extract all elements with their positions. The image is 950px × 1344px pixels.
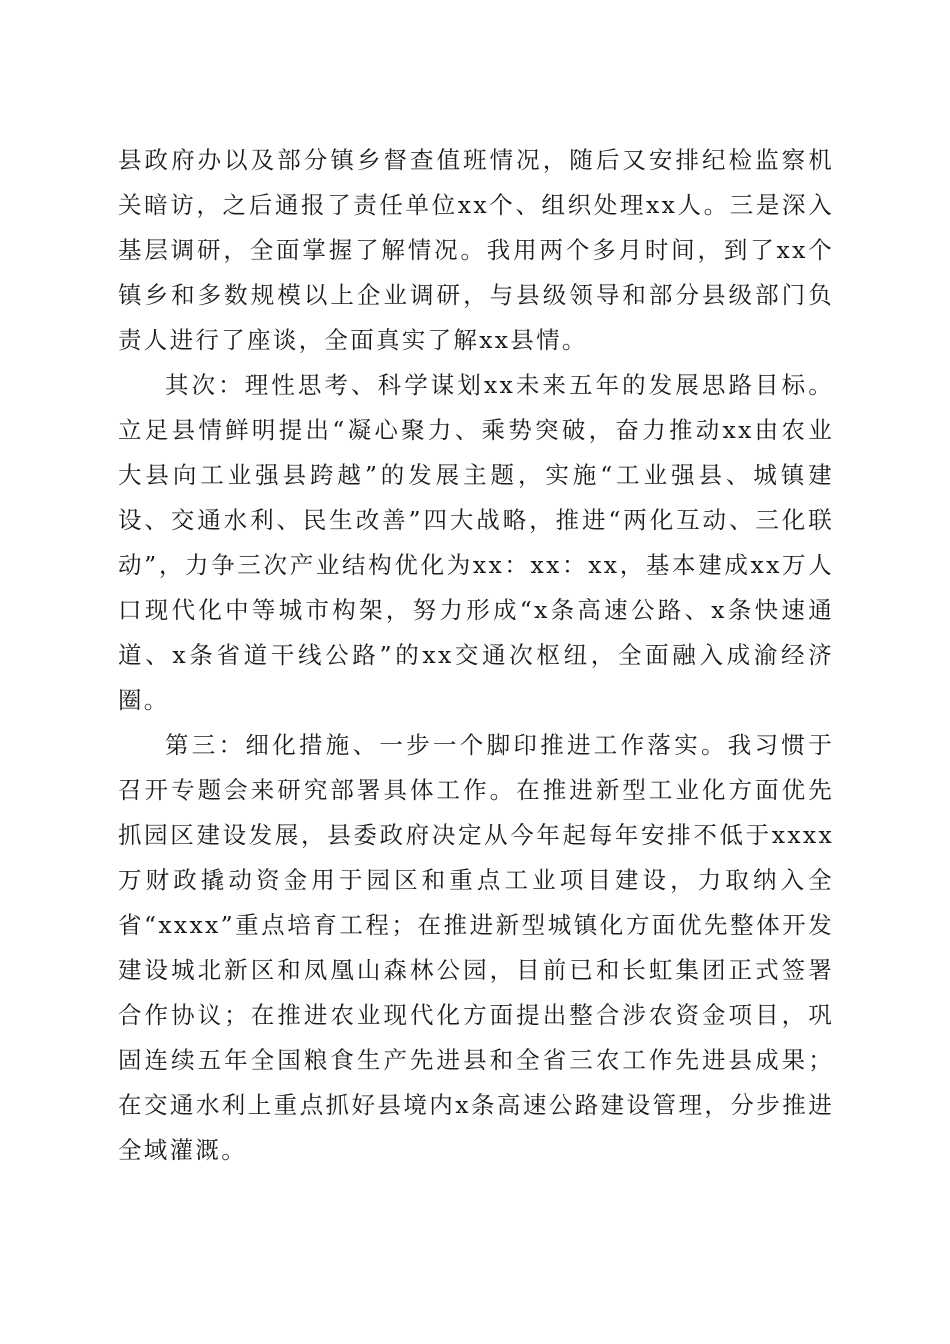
document-body <box>118 138 834 1173</box>
paragraph-continuation: 县政府办以及部分镇乡督查值班情况，随后又安排纪检监察机关暗访，之后通报了责任单位xx个、组织处理xx人。三是深入基层调研，全面掌握了解情况。我用两个多月时间，到了xx个镇乡和多数规模以上企业调研，与县级领导和部分县级部门负责人进行了座谈，全面真实了解xx县情。 <box>118 146 834 354</box>
paragraph-third: 第三：细化措施、一步一个脚印推进工作落实。我习惯于召开专题会来研究部署具体工作。在推进新型工业化方面优先抓园区建设发展，县委政府决定从今年起每年安排不低于xxxx万财政撬动资金用于园区和重点工业项目建设，力取纳入全省“xxxx”重点培育工程；在推进新型城镇化方面优先整体开发建设城北新区和凤凰山森林公园，目前已和长虹集团正式签署合作协议；在推进农业现代化方面提出整合涉农资金项目，巩固连续五年全国粮食生产先进县和全省三农工作先进县成果；在交通水利上重点抓好县境内x条高速公路建设管理，分步推进全域灌溉。 <box>118 731 834 1164</box>
paragraph-second: 其次：理性思考、科学谋划xx未来五年的发展思路目标。立足县情鲜明提出“凝心聚力、乘势突破，奋力推动xx由农业大县向工业强县跨越”的发展主题，实施“工业强县、城镇建设、交通水利、民生改善”四大战略，推进“两化互动、三化联动”，力争三次产业结构优化为xx：xx：xx，基本建成xx万人口现代化中等城市构架，努力形成“x条高速公路、x条快速通道、x条省道干线公路”的xx交通次枢纽，全面融入成渝经济圈。 <box>118 371 834 714</box>
